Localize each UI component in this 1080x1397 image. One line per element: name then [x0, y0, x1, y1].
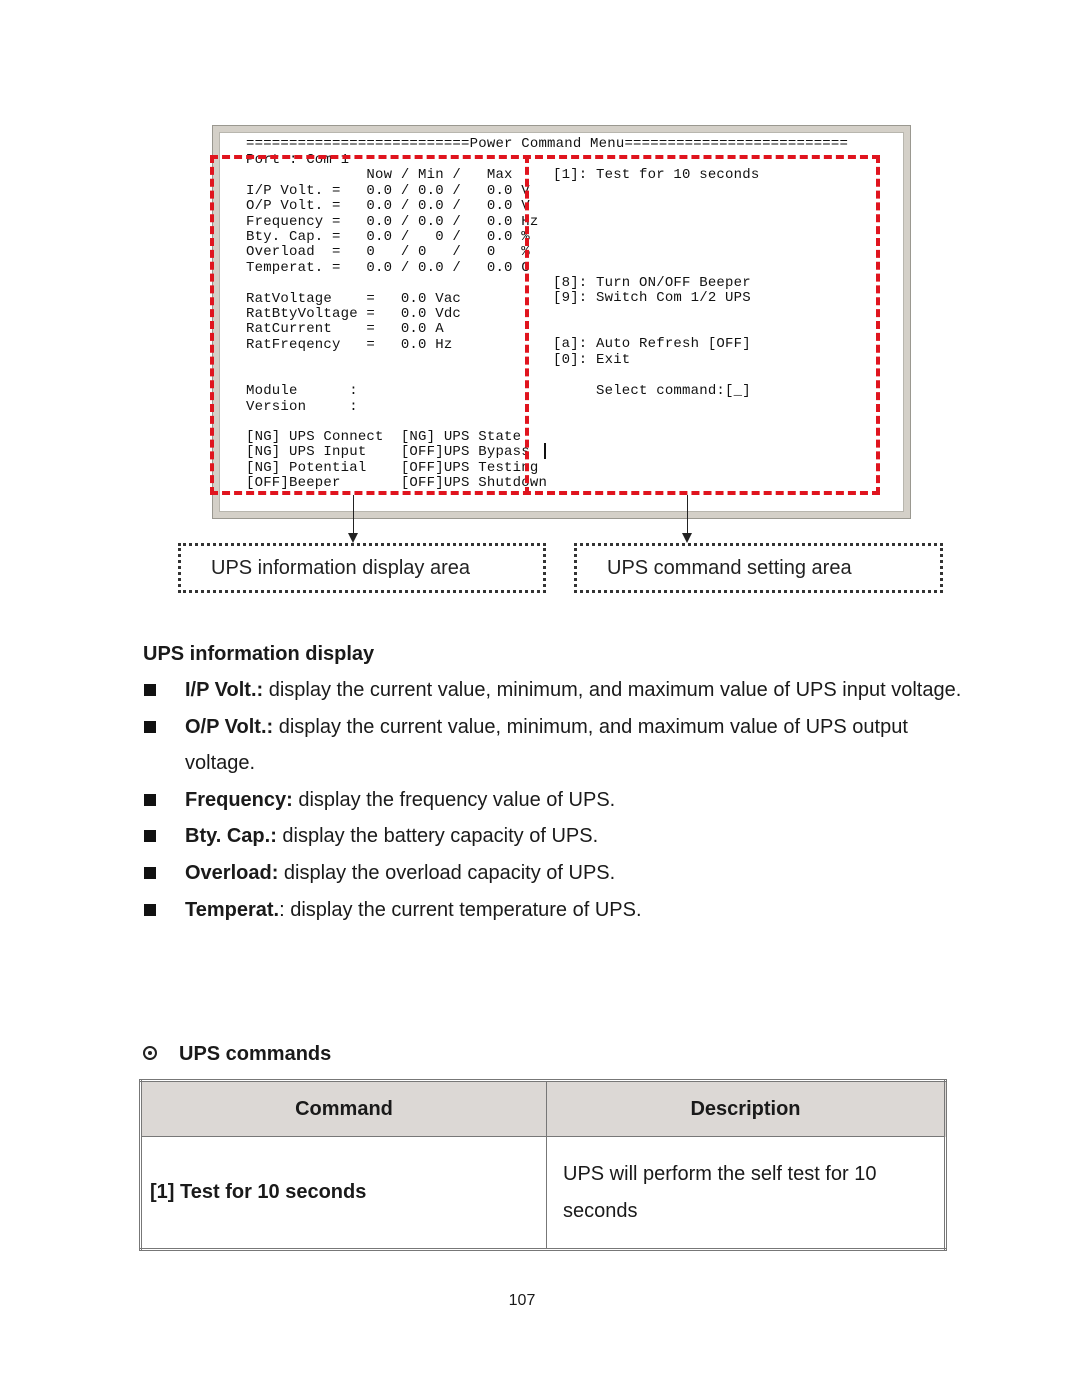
description-cell: UPS will perform the self test for 10 seconds: [547, 1137, 946, 1250]
callout-info-area: UPS information display area: [178, 543, 546, 593]
list-item: [143, 709, 973, 782]
bullet-term: I/P Volt.:: [185, 679, 264, 701]
bullet-text: display the current value, minimum, and maximum value of UPS output voltage.: [185, 715, 908, 775]
list-item: [143, 855, 973, 892]
bullet-term: O/P Volt.:: [185, 715, 274, 738]
section-title: UPS information display: [143, 643, 375, 665]
bullet-term: Frequency:: [185, 788, 293, 811]
square-bullet-icon: [144, 867, 156, 879]
square-bullet-icon: [144, 904, 156, 916]
info-bullet-list: [143, 672, 973, 928]
highlight-divider: [525, 155, 529, 495]
column-header-description: Description: [547, 1081, 946, 1137]
bullet-text: : display the current temperature of UPS.: [279, 898, 642, 921]
square-bullet-icon: [144, 684, 156, 696]
console-command-menu: [1]: Test for 10 seconds [8]: Turn ON/OFF Beeper [9]: Switch Com 1/2 UPS [a]: Auto Refresh [OFF] [0]: Exit Select command:[_]: [553, 167, 760, 399]
arrow-right-line: [687, 495, 688, 533]
callout-command-area: UPS command setting area: [574, 543, 943, 593]
square-bullet-icon: [144, 830, 156, 842]
page-number: 107: [508, 1292, 536, 1309]
console-header: ==========================Power Command Menu==========================: [246, 136, 849, 152]
arrow-down-icon: [682, 533, 692, 543]
list-item: [143, 782, 973, 819]
bullet-term: Temperat.: [185, 898, 280, 921]
table-row: [141, 1137, 946, 1250]
console-info-text: Port : Com 1 Now / Min / Max I/P Volt. = 0.0 / 0.0 / 0.0 V O/P Volt. = 0.0 / 0.0 / 0.0 V Frequency = 0.0 / 0.0 / 0.0 Hz Bty. Cap. = 0.0 / 0 / 0.0 % Overload = 0 / 0 / 0 % Temperat. = 0.0 / 0.0 / 0.0 C RatVoltage = 0.0 Vac RatBtyVoltage = 0.0 Vdc RatCurrent = 0.0 A RatFreqency = 0.0 Hz Module : Version :: [246, 152, 539, 415]
commands-title-text: UPS commands: [179, 1043, 332, 1065]
bullet-text: display the current value, minimum, and maximum value of UPS input voltage.: [263, 679, 962, 701]
bullet-text: display the battery capacity of UPS.: [276, 825, 599, 848]
commands-table: [139, 1079, 947, 1251]
bullet-term: Overload:: [185, 861, 279, 884]
highlight-box: [210, 152, 880, 495]
bullet-text: display the overload capacity of UPS.: [278, 861, 616, 884]
arrow-down-icon: [348, 533, 358, 543]
commands-title: [143, 1043, 331, 1066]
square-bullet-icon: [144, 794, 156, 806]
column-header-command: Command: [141, 1081, 547, 1137]
bullet-text: display the frequency value of UPS.: [292, 788, 616, 811]
target-bullet-icon: [143, 1046, 157, 1060]
command-cell: [1] Test for 10 seconds: [141, 1137, 547, 1250]
bullet-term: Bty. Cap.:: [185, 825, 277, 848]
table-header-row: [141, 1081, 946, 1137]
square-bullet-icon: [144, 721, 156, 733]
list-item: [143, 892, 973, 929]
list-item: [143, 818, 973, 855]
console-status-flags: [NG] UPS Connect [NG] UPS State [NG] UPS Input [OFF]UPS Bypass [NG] Potential [OFF]UPS Testing [OFF]Beeper [OFF]UPS Shutdown: [246, 429, 548, 492]
list-item: [143, 672, 973, 709]
arrow-left-line: [353, 495, 354, 533]
